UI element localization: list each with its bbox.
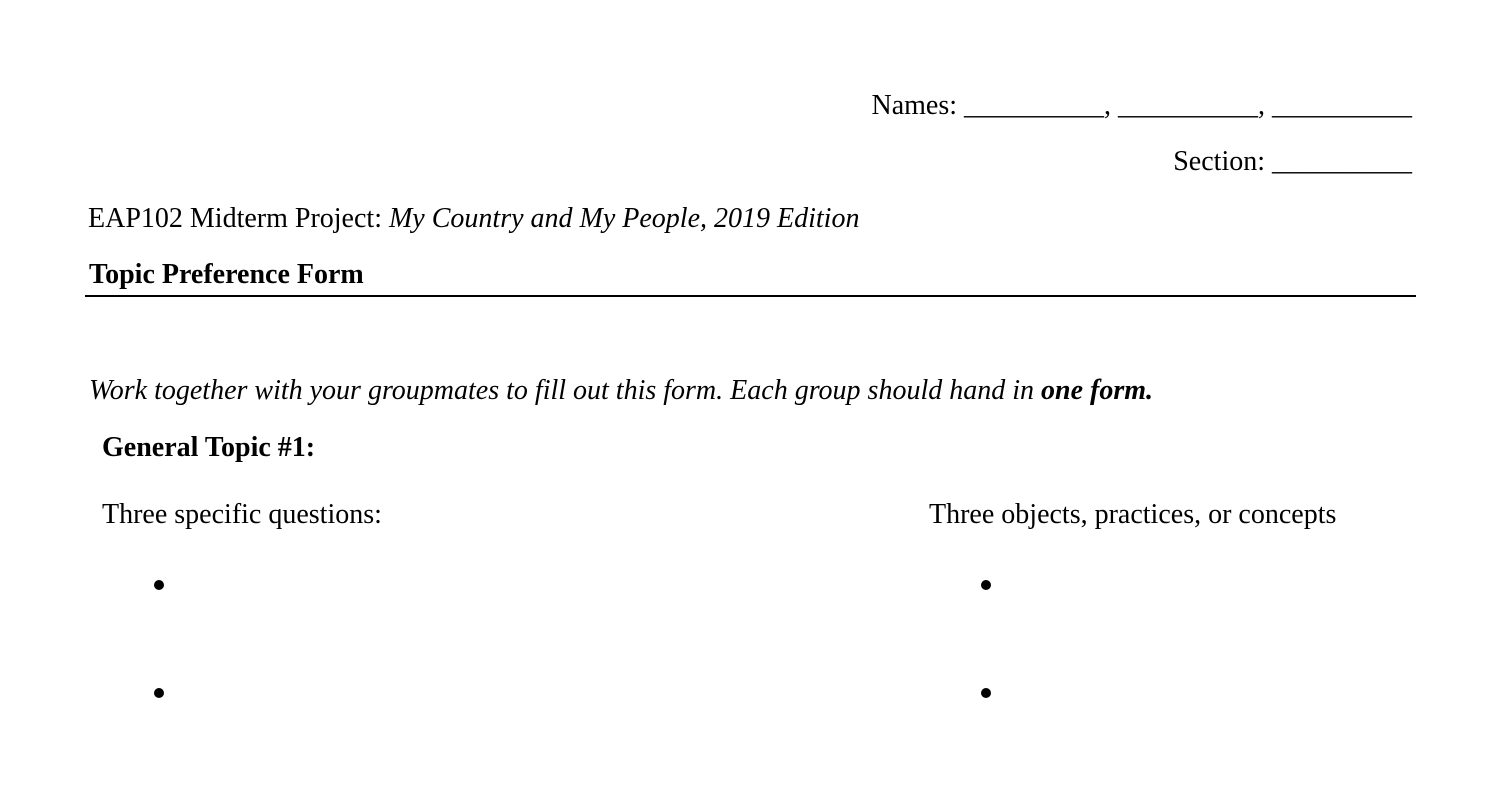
names-blanks: __________, __________, __________	[964, 90, 1412, 121]
names-line	[871, 88, 1412, 124]
bullet-icon	[981, 688, 991, 698]
instructions	[89, 373, 1153, 409]
section-line	[1173, 144, 1412, 180]
topic-heading: General Topic #1:	[102, 432, 316, 463]
course-prefix: EAP102 Midterm Project:	[88, 203, 382, 234]
instructions-emphasis: one form.	[1041, 375, 1153, 406]
bullet-icon	[154, 688, 164, 698]
questions-heading: Three specific questions:	[102, 499, 382, 530]
project-title-line	[88, 201, 859, 237]
instructions-text: Work together with your groupmates to fill out this form. Each group should hand in	[89, 375, 1034, 406]
title-divider	[85, 295, 1416, 297]
names-label: Names:	[871, 90, 957, 121]
bullet-icon	[154, 580, 164, 590]
section-label: Section:	[1173, 146, 1265, 177]
project-title: My Country and My People, 2019 Edition	[388, 203, 860, 234]
objects-heading: Three objects, practices, or concepts	[929, 499, 1337, 530]
bullet-icon	[981, 580, 991, 590]
section-blank: __________	[1272, 146, 1412, 177]
form-title: Topic Preference Form	[89, 259, 364, 290]
